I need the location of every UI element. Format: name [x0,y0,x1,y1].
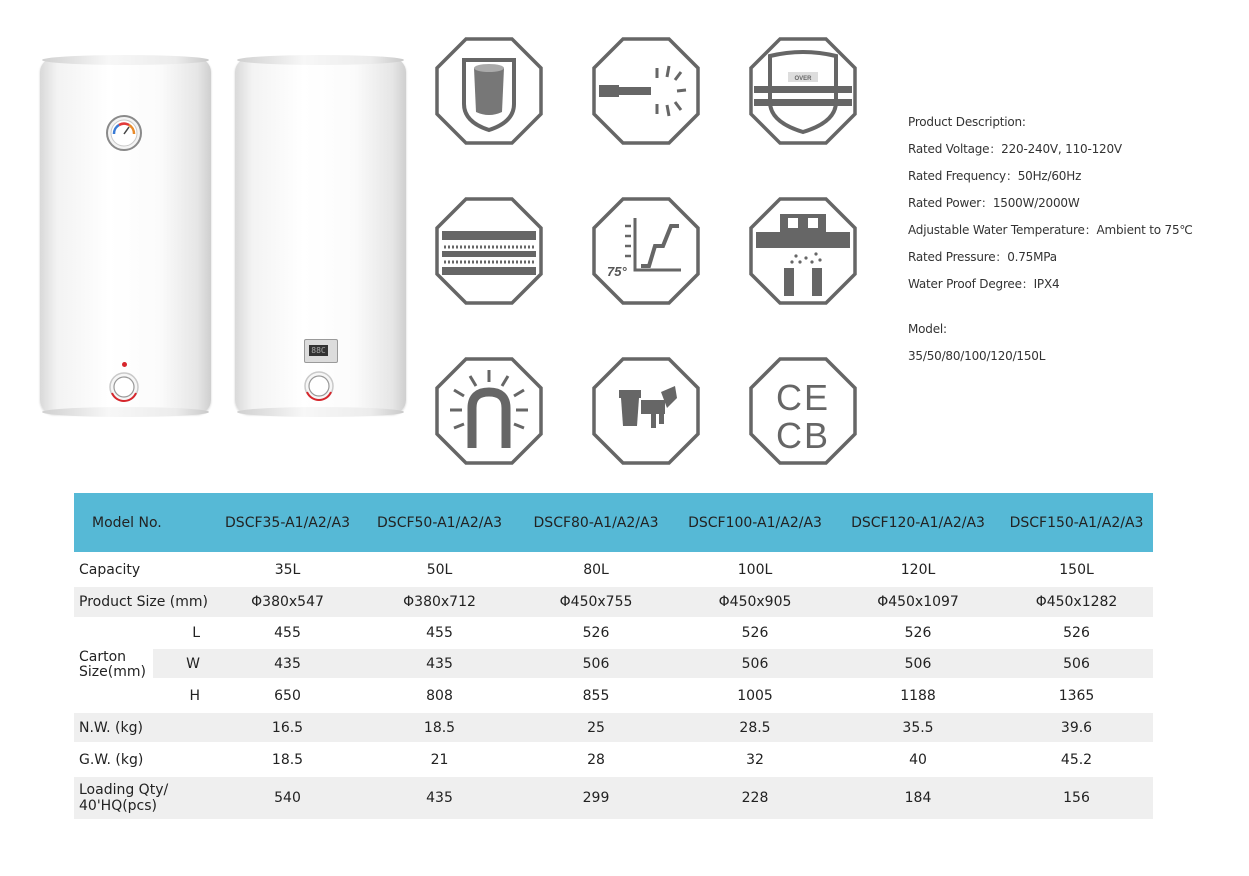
table-cell: 28.5 [674,713,836,742]
row-label: Capacity [79,561,141,578]
table-row-carton-w [74,649,1153,678]
model-list: 35/50/80/100/120/150L [908,349,1046,363]
table-cell: Φ380x712 [361,587,518,617]
table-cell: Φ450x905 [674,587,836,617]
rated-pressure: Rated Pressure：0.75MPa [908,250,1057,264]
table-row-carton-h [74,678,1153,713]
table-cell: 156 [1000,777,1153,819]
temp-75-label: 75° [607,264,627,279]
table-cell: 455 [426,625,453,641]
table-row-nw [74,713,1153,742]
table-cell: 28 [587,751,605,768]
enamel-tank-icon [434,36,544,146]
rated-voltage: Rated Voltage：220-240V, 110-120V [908,142,1122,156]
model-no-header: Model No. [74,493,214,552]
table-cell: 435 [361,777,518,819]
model-label: Model: [908,322,947,336]
model-header: DSCF100-A1/A2/A3 [674,493,836,552]
table-row-gw [74,742,1153,777]
temperature-knob[interactable] [303,370,335,402]
table-cell: 80L [583,561,609,578]
table-cell: 25 [518,713,674,742]
table-cell: Φ450x755 [518,587,674,617]
dim-label: H [189,687,201,704]
digital-display [304,339,338,363]
table-cell: Φ450x1282 [1000,587,1153,617]
table-cell: 506 [518,649,674,678]
table-cell: 299 [518,777,674,819]
table-row-capacity [74,552,1153,587]
table-cell: 1365 [1058,687,1095,704]
table-cell: 100L [737,561,773,578]
model-header: DSCF80-A1/A2/A3 [518,493,674,552]
row-label-carton: Carton Size(mm) [79,649,146,680]
over-label: OVER [794,76,812,82]
table-cell: Φ450x1097 [836,587,1000,617]
table-cell: 35.5 [836,713,1000,742]
product-image-heater-analog [40,58,211,414]
table-cell: 526 [741,625,769,641]
mixing-valve-icon [591,356,701,466]
dim-label: L [192,625,201,641]
insulation-icon [434,196,544,306]
temperature-knob[interactable] [108,371,140,403]
rated-frequency: Rated Frequency：50Hz/60Hz [908,169,1082,183]
spec-table [74,493,1153,819]
heating-element-icon [591,36,701,146]
table-row-carton-l [74,617,1153,649]
table-cell: 184 [836,777,1000,819]
model-header: DSCF35-A1/A2/A3 [214,493,361,552]
table-cell: 526 [904,625,932,641]
dim-label: W [153,649,214,678]
table-cell: 540 [214,777,361,819]
model-header: DSCF120-A1/A2/A3 [836,493,1000,552]
table-cell: 506 [674,649,836,678]
table-row-product-size [74,587,1153,617]
table-row-loading [74,777,1153,819]
display-readout: 88C [309,345,328,356]
temperature-75-icon [591,196,701,306]
table-cell: 18.5 [361,713,518,742]
model-header: DSCF150-A1/A2/A3 [1000,493,1153,552]
magnesium-anode-icon [434,356,544,466]
table-cell: 35L [274,561,301,578]
product-image-heater-digital [235,58,406,414]
table-cell: 40 [909,751,927,768]
model-header: DSCF50-A1/A2/A3 [361,493,518,552]
table-cell: 150L [1059,561,1094,578]
table-cell: 526 [582,625,610,641]
table-cell: 32 [746,751,764,768]
table-cell: 808 [426,687,453,704]
ce-cb-certification-icon [748,356,858,466]
overheat-protection-icon [748,36,858,146]
row-label: N.W. (kg) [74,713,214,742]
table-cell: 21 [430,751,449,768]
table-cell: 455 [274,625,301,641]
table-cell: 506 [1000,649,1153,678]
table-cell: 650 [274,687,301,704]
table-cell: 435 [361,649,518,678]
table-cell: 228 [674,777,836,819]
rated-power: Rated Power：1500W/2000W [908,196,1080,210]
table-cell: 1005 [737,687,773,704]
product-description [908,113,1238,374]
table-cell: 1188 [900,687,936,704]
ce-mark: CE [775,377,831,418]
table-cell: 526 [1063,625,1090,641]
table-cell: 435 [214,649,361,678]
power-indicator [122,362,127,367]
table-cell: 18.5 [271,751,304,768]
thermometer-dial-icon [105,114,143,152]
table-header-row [74,493,1153,552]
table-cell: 39.6 [1000,713,1153,742]
cb-mark: CB [775,415,831,456]
table-cell: 855 [582,687,610,704]
safety-valve-icon [748,196,858,306]
table-cell: 50L [426,561,453,578]
row-label: Product Size (mm) [74,587,214,617]
water-temperature: Adjustable Water Temperature：Ambient to 75℃ [908,223,1193,237]
table-cell: 45.2 [1060,751,1093,768]
table-cell: Φ380x547 [214,587,361,617]
table-cell: 506 [836,649,1000,678]
description-title: Product Description: [908,115,1026,129]
row-label: G.W. (kg) [79,751,144,768]
table-cell: 16.5 [214,713,361,742]
table-cell: 120L [900,561,936,578]
water-proof-degree: Water Proof Degree：IPX4 [908,277,1060,291]
row-label: Loading Qty/ 40'HQ(pcs) [74,777,214,819]
